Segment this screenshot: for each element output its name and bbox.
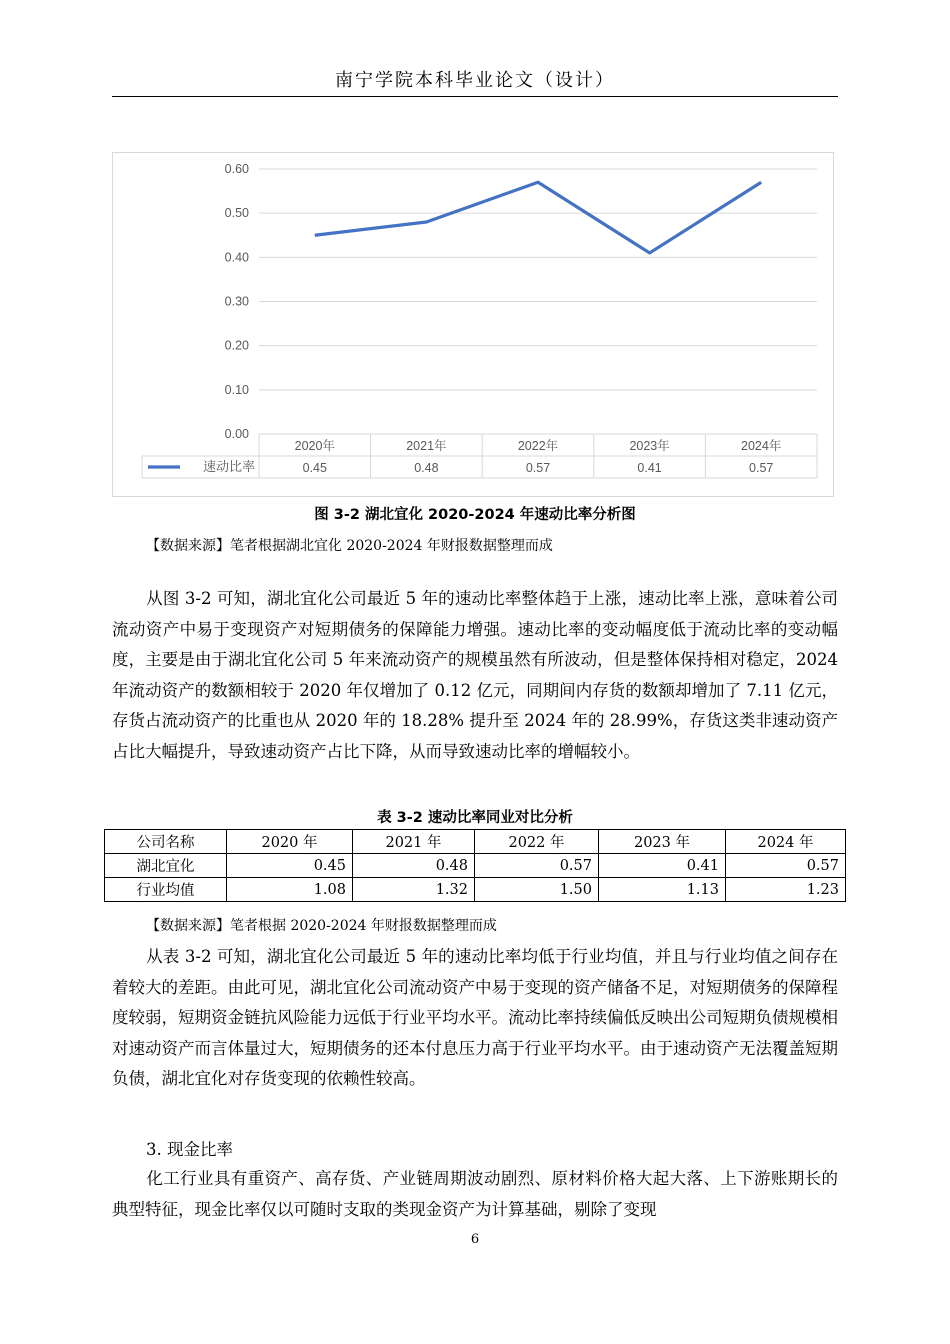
table-header-cell: 2022 年 — [475, 830, 599, 854]
x-tick-label: 2021年 — [406, 439, 447, 453]
table-cell: 1.32 — [353, 878, 475, 902]
table-cell: 0.45 — [227, 854, 353, 878]
y-tick-label: 0.10 — [224, 382, 249, 397]
table-cell: 湖北宜化 — [105, 854, 227, 878]
table-cell: 行业均值 — [105, 878, 227, 902]
x-tick-label: 2024年 — [741, 439, 782, 453]
figure-source: 【数据来源】笔者根据湖北宜化 2020-2024 年财报数据整理而成 — [146, 538, 553, 554]
table-cell: 0.57 — [726, 854, 846, 878]
y-tick-label: 0.60 — [224, 162, 249, 176]
y-tick-label: 0.00 — [224, 427, 249, 441]
table-cell: 1.50 — [475, 878, 599, 902]
table-cell: 1.08 — [227, 878, 353, 902]
table-header-cell: 公司名称 — [105, 830, 227, 854]
table-cell: 1.23 — [726, 878, 846, 902]
quick-ratio-chart — [112, 152, 834, 497]
y-tick-label: 0.50 — [224, 206, 249, 221]
table-row — [105, 854, 846, 878]
data-label: 0.57 — [525, 461, 551, 475]
table-cell: 0.48 — [353, 854, 475, 878]
section-title: 3. 现金比率 — [146, 1140, 233, 1159]
figure-caption: 图 3-2 湖北宜化 2020-2024 年速动比率分析图 — [314, 507, 636, 523]
table-header-cell: 2024 年 — [726, 830, 846, 854]
table-header-cell: 2023 年 — [599, 830, 726, 854]
table-row — [105, 878, 846, 902]
page-number: 6 — [470, 1232, 480, 1247]
table-cell: 0.41 — [599, 854, 726, 878]
x-tick-label: 2020年 — [294, 439, 335, 453]
header-rule — [112, 96, 838, 97]
legend-label: 速动比率 — [202, 459, 255, 474]
paragraph-2: 从表 3-2 可知，湖北宜化公司最近 5 年的速动比率均低于行业均值，并且与行业均值之间存在着较大的差距。由此可见，湖北宜化公司流动资产中易于变现的资产储备不足，对短期债务的保障程度较弱，短期资金链抗风险能力远低于行业平均水平。流动比率持续偏低反映出公司短期负债规模相对速动资产而言体量过大，短期债务的还本付息压力高于行业平均水平。由于速动资产无法覆盖短期负债，湖北宜化对存货变现的依赖性较高。 — [112, 947, 838, 1088]
y-tick-label: 0.30 — [224, 294, 249, 309]
table-header-row — [105, 830, 846, 854]
table-caption: 表 3-2 速动比率同业对比分析 — [377, 810, 573, 826]
data-label: 0.48 — [414, 461, 439, 475]
data-label: 0.45 — [302, 461, 327, 475]
y-tick-label: 0.20 — [224, 338, 249, 353]
table-header-cell: 2021 年 — [353, 830, 475, 854]
x-tick-label: 2022年 — [517, 439, 559, 453]
table-header-cell: 2020 年 — [227, 830, 353, 854]
table-source: 【数据来源】笔者根据 2020-2024 年财报数据整理而成 — [146, 918, 497, 934]
series-line — [315, 182, 761, 253]
table-cell: 1.13 — [599, 878, 726, 902]
data-label: 0.41 — [637, 461, 662, 475]
paragraph-3: 化工行业具有重资产、高存货、产业链周期波动剧烈、原材料价格大起大落、上下游账期长的典型特征，现金比率仅以可随时支取的类现金资产为计算基础，剔除了变现 — [112, 1169, 838, 1219]
comparison-table — [104, 829, 846, 902]
x-tick-label: 2023年 — [629, 439, 670, 453]
y-tick-label: 0.40 — [224, 250, 249, 265]
paragraph-1: 从图 3-2 可知，湖北宜化公司最近 5 年的速动比率整体趋于上涨，速动比率上涨，意味着公司流动资产中易于变现资产对短期债务的保障能力增强。速动比率的变动幅度低于流动比率的变动幅度，主要是由于湖北宜化公司 5 年来流动资产的规模虽然有所波动，但是整体保持相对稳定，2024 年流动资产的数额相较于 2020 年仅增加了 0.12 亿元，同期间内存货的数额却增加了 7.11 亿元，存货占流动资产的比重也从 2020 年的 18.28% 提升至 2024 年的 28.99%，存货这类非速动资产占比大幅提升，导致速动资产占比下降，从而导致速动比率的增幅较小。 — [112, 589, 838, 761]
data-label: 0.57 — [749, 461, 774, 475]
page-header: 南宁学院本科毕业论文（设计） — [335, 70, 615, 91]
table-cell: 0.57 — [475, 854, 599, 878]
